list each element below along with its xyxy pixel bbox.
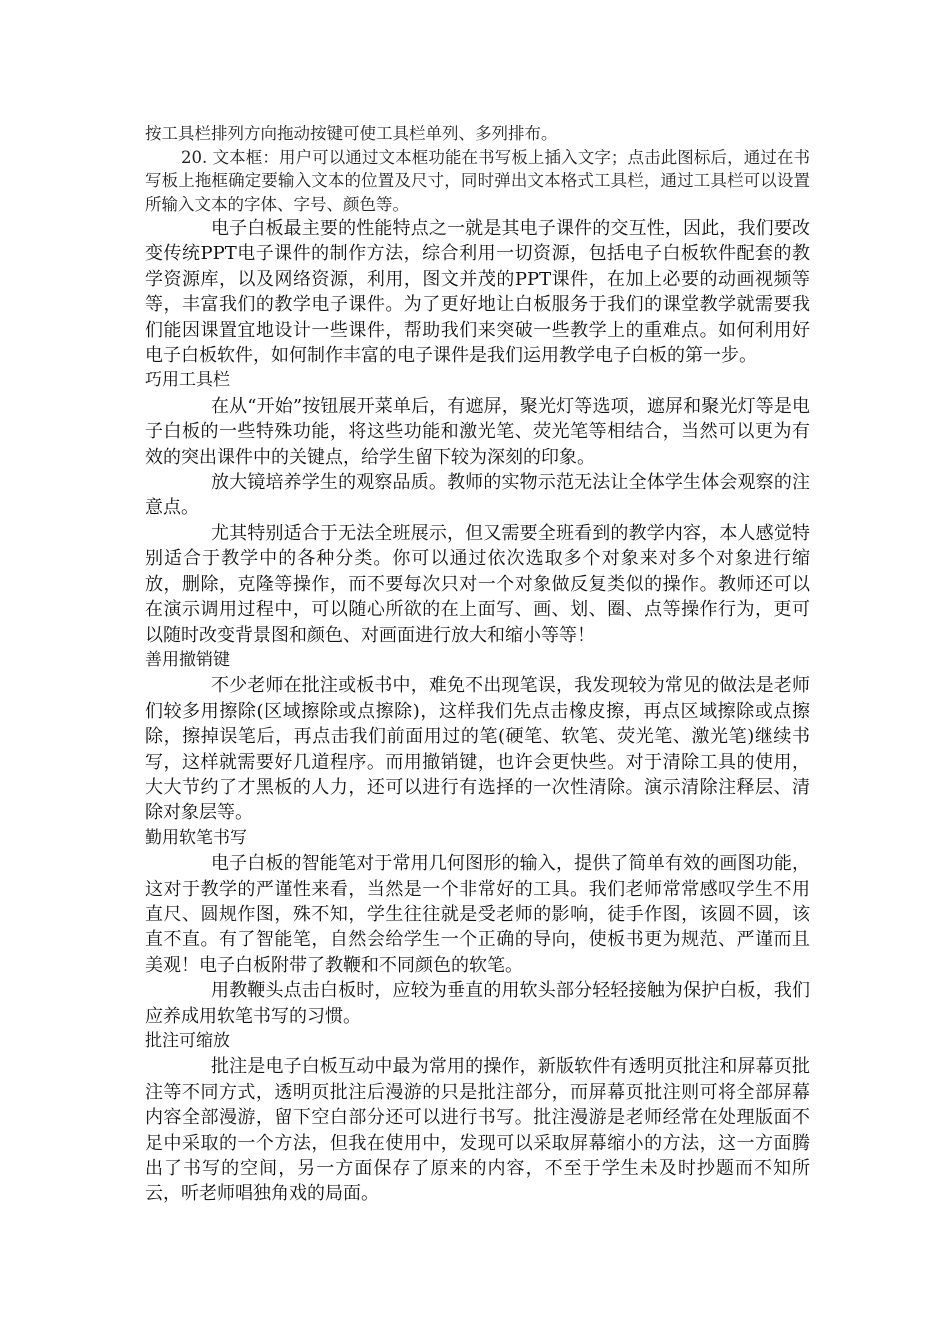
paragraph: 在从“开始”按钮展开菜单后，有遮屏，聚光灯等选项，遮屏和聚光灯等是电子白板的一些特殊功能，将这些功能和激光笔、荧光笔等相结合，当然可以更为有效的突出课件中的关键点，给学生留下较为深刻的印象。 bbox=[145, 395, 810, 468]
paragraph: 电子白板最主要的性能特点之一就是其电子课件的交互性，因此，我们要改变传统PPT电子课件的制作方法，综合利用一切资源，包括电子白板软件配套的教学资源库，以及网络资源，利用，图文并茂的PPT课件，在加上必要的动画视频等等，丰富我们的教学电子课件。为了更好地让白板服务于我们的课堂教学就需要我们能因课置宜地设计一些课件，帮助我们来突破一些教学上的重难点。如何利用好电子白板软件，如何制作丰富的电子课件是我们运用教学电子白板的第一步。 bbox=[145, 218, 810, 367]
document-page bbox=[145, 122, 810, 1207]
paragraph: 尤其特别适合于无法全班展示，但又需要全班看到的教学内容，本人感觉特别适合于教学中的各种分类。你可以通过依次选取多个对象来对多个对象进行缩放，删除，克隆等操作，而不要每次只对一个对象做反复类似的操作。教师还可以在演示调用过程中，可以随心所欲的在上面写、画、划、圈、点等操作行为，更可以随时改变背景图和颜色、对画面进行放大和缩小等等！ bbox=[145, 522, 810, 646]
section-heading: 善用撤销键 bbox=[145, 649, 230, 670]
paragraph: 20. 文本框：用户可以通过文本框功能在书写板上插入文字；点击此图标后，通过在书写板上拖框确定要输入文本的位置及尺寸，同时弹出文本格式工具栏，通过工具栏可以设置所输入文本的字体、字号、颜色等。 bbox=[145, 147, 810, 214]
paragraph: 按工具栏排列方向拖动按键可使工具栏单列、多列排布。 bbox=[145, 124, 558, 143]
paragraph: 放大镜培养学生的观察品质。教师的实物示范无法让全体学生体会观察的注意点。 bbox=[145, 472, 810, 519]
paragraph: 用教鞭头点击白板时，应较为垂直的用软头部分轻轻接触为保护白板，我们应养成用软笔书写的习惯。 bbox=[145, 980, 810, 1027]
section-heading: 勤用软笔书写 bbox=[145, 827, 247, 848]
paragraph: 批注是电子白板互动中最为常用的操作，新版软件有透明页批注和屏幕页批注等不同方式，透明页批注后漫游的只是批注部分，而屏幕页批注则可将全部屏幕内容全部漫游，留下空白部分还可以进行书写。批注漫游是老师经常在处理版面不足中采取的一个方法，但我在使用中，发现可以采取屏幕缩小的方法，这一方面腾出了书写的空间，另一方面保存了原来的内容，不至于学生未及时抄题而不知所云，听老师唱独角戏的局面。 bbox=[145, 1056, 810, 1205]
section-heading: 批注可缩放 bbox=[145, 1031, 230, 1051]
paragraph: 不少老师在批注或板书中，难免不出现笔误，我发现较为常见的做法是老师们较多用擦除(区域擦除或点擦除)，这样我们先点击橡皮擦，再点区域擦除或点擦除，擦掉误笔后，再点击我们前面用过的笔(硬笔、软笔、荧光笔、激光笔)继续书写，这样就需要好几道程序。而用撤销键，也许会更快些。对于清除工具的使用，大大节约了才黑板的人力，还可以进行有选择的一次性清除。演示清除注释层、清除对象层等。 bbox=[145, 675, 810, 824]
paragraph: 电子白板的智能笔对于常用几何图形的输入，提供了简单有效的画图功能，这对于教学的严谨性来看，当然是一个非常好的工具。我们老师常常感叹学生不用直尺、圆规作图，殊不知，学生往往就是受老师的影响，徒手作图，该圆不圆，该直不直。有了智能笔，自然会给学生一个正确的导向，使板书更为规范、严谨而且美观！电子白板附带了教鞭和不同颜色的软笔。 bbox=[145, 853, 810, 976]
section-heading: 巧用工具栏 bbox=[145, 370, 230, 391]
